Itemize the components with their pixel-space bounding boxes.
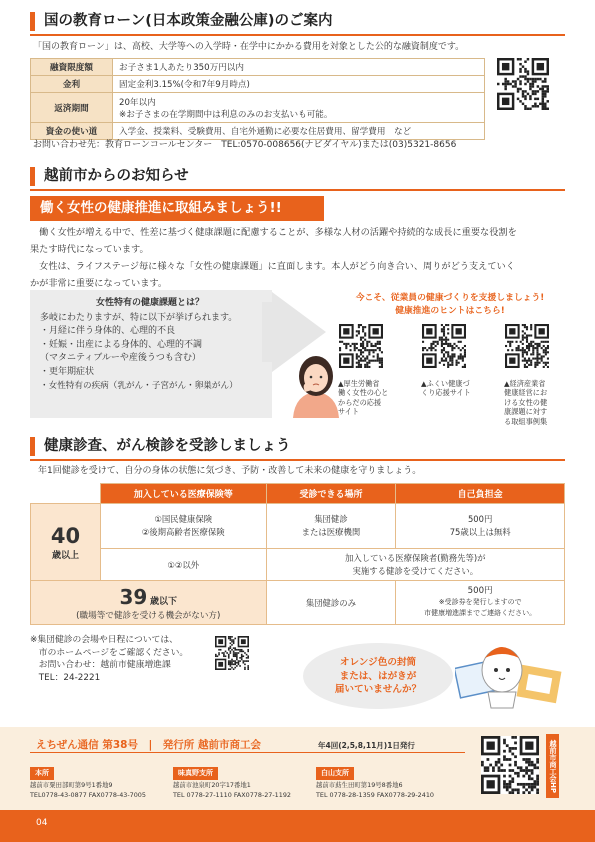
table-row xyxy=(31,59,485,76)
insurance-other-cell: ①②以外 xyxy=(100,549,266,581)
meti-qr-code[interactable] xyxy=(505,324,549,368)
loan-header-cell: 資金の使い道 xyxy=(31,123,113,140)
place-39-cell: 集団健診のみ xyxy=(266,581,396,625)
office-address: 越前市莇生田町第19号8番地6 xyxy=(316,780,403,789)
table-row xyxy=(31,504,565,549)
women-health-banner: 働く女性の健康推進に取組みましょう!! xyxy=(30,196,324,221)
mascot-illustration xyxy=(455,630,565,710)
office-tel: TEL 0778-27-1110 FAX0778-27-1192 xyxy=(173,791,291,799)
other-note-cell xyxy=(266,549,564,581)
list-item: （マタニティブルーや産後うつも含む） xyxy=(40,353,201,364)
list-item: ・更年期症状 xyxy=(40,366,95,377)
qr-caption-meti: ▲経済産業省 健康経営にお ける女性の健 康課題に対す る取組事例集 xyxy=(504,379,548,426)
loan-intro: 「国の教育ローン」は、高校、大学等への入学時・在学中にかかる費用を対象とした公的な融資制度です。 xyxy=(33,42,465,52)
note-line: 市のホームページをご確認ください。 xyxy=(30,647,189,658)
loan-value-cell: お子さま1人あたり350万円以内 xyxy=(113,59,485,76)
qr-caption-mhlw: ▲厚生労働省 働く女性の心と からだの応援 サイト xyxy=(338,379,389,417)
checkup-title-underline xyxy=(30,459,565,461)
loan-term-note: ※お子さまの在学期間中は利息のみのお支払いも可能。 xyxy=(119,109,333,120)
loan-value-cell: 固定金利3.15%(令和7年9月時点) xyxy=(113,76,485,93)
page-number: 04 xyxy=(36,818,48,828)
table-header-row xyxy=(31,484,565,504)
place-line-1: 集団健診 xyxy=(314,514,348,524)
office-tel: TEL0778-43-0877 FAX0778-43-7005 xyxy=(30,791,146,799)
mhlw-qr-code[interactable] xyxy=(339,324,383,368)
cost-39-note-2: 市健康増進課までご連絡ください。 xyxy=(424,609,537,617)
qr-caption-fukui: ▲ふくい健康づ くり応援サイト xyxy=(421,379,471,398)
loan-value-cell: 入学金、授業料、受験費用、自宅外通勤に必要な住居費用、留学費用 など xyxy=(113,123,485,140)
cost-39-note-1: ※受診券を発行しますので xyxy=(438,598,522,606)
issues-heading: 女性特有の健康課題とは？ xyxy=(95,298,204,308)
speech-line: 届いていませんか？ xyxy=(334,684,422,695)
issue-frequency: 年4回(2,5,8,11月)1日発行 xyxy=(318,741,415,750)
support-callout xyxy=(330,292,570,318)
age-39-number: 39 xyxy=(119,584,148,609)
cost-39-value: 500円 xyxy=(467,586,493,596)
place-line-2: または医療機関 xyxy=(301,527,361,537)
office-tel: TEL 0778-28-1359 FAX0778-29-2410 xyxy=(316,791,434,799)
checkup-intro: 年1回健診を受けて、自分の身体の状態に気づき、予防・改善して未来の健康を守りましょう。 xyxy=(38,466,422,476)
other-note-line-1: 加入している医療保険者(勤務先等)が xyxy=(345,552,486,563)
note-line: ※集団健診の会場や日程については、 xyxy=(30,635,178,645)
office-shirayama xyxy=(316,767,466,801)
table-row xyxy=(31,123,485,140)
column-header: 自己負担金 xyxy=(396,484,565,504)
table-row xyxy=(31,93,485,123)
age-39-cell xyxy=(31,581,267,625)
support-line-2: 健康推進のヒントはこちら! xyxy=(395,306,505,316)
office-tag: 本所 xyxy=(30,767,54,780)
paragraph-1-line-1: 働く女性が増える中で、性差に基づく健康課題に配慮することが、多様な人材の活躍や持続的な成長に重要な役割を xyxy=(30,227,517,238)
list-item: ・妊娠・出産による身体的、心理的不調 xyxy=(40,339,203,350)
paragraph-2 xyxy=(30,258,565,292)
loan-table xyxy=(30,58,485,140)
loan-header-cell: 金利 xyxy=(31,76,113,93)
speech-line: オレンジ色の封筒 xyxy=(339,657,417,668)
paragraph-2-line-1: 女性は、ライフステージ毎に様々な「女性の健康課題」に直面します。本人がどう向き合い、周りがどう支えていく xyxy=(30,261,515,272)
age-39-line xyxy=(31,585,266,609)
office-address: 越前市池泉町20字17番地1 xyxy=(173,780,251,789)
speech-text xyxy=(311,656,445,697)
chamber-hp-label: 越前市商工会HP xyxy=(546,734,559,798)
city-hp-qr-code[interactable] xyxy=(215,636,249,670)
loan-section-title: 国の教育ローン(日本政策金融公庫)のご案内 xyxy=(30,12,332,31)
city-title-underline xyxy=(30,189,565,191)
age-40-number: 40 xyxy=(50,523,81,548)
cost-39-cell xyxy=(396,581,565,625)
other-note-line-2: 実施する健診を受けてください。 xyxy=(352,565,479,576)
cost-cell xyxy=(396,504,565,549)
paragraph-1-line-2: 果たす時代になっています。 xyxy=(30,244,149,255)
paragraph-2-line-2: かが非常に重要になっています。 xyxy=(30,278,168,289)
checkup-notes xyxy=(30,634,220,684)
cost-line-2: 75歳以上は無料 xyxy=(449,527,511,537)
loan-contact: お問い合わせ先：教育ローンコールセンター TEL:0570-008656(ナビダイヤル)または(03)5321-8656 xyxy=(33,140,457,150)
age-40-cell xyxy=(31,504,101,581)
city-section-title: 越前市からのお知らせ xyxy=(30,167,189,186)
checkup-section-title: 健康診査、がん検診を受診しましょう xyxy=(30,437,291,456)
place-cell xyxy=(266,504,396,549)
loan-header-cell: 融資限度額 xyxy=(31,59,113,76)
masthead: えちぜん通信 第38号 | 発行所 越前市商工会 xyxy=(36,739,261,751)
list-item: ・月経に伴う身体的、心理的不良 xyxy=(40,326,176,337)
age-39-note: (職場等で健診を受ける機会がない方) xyxy=(76,610,221,621)
insurance-1: ①国民健康保険 xyxy=(154,514,213,524)
note-line: TEL：24-2221 xyxy=(30,672,101,683)
chamber-hp-qr-code[interactable] xyxy=(481,736,539,794)
loan-title-underline xyxy=(30,34,565,36)
note-line: お問い合わせ：越前市健康増進課 xyxy=(30,660,171,671)
checkup-table xyxy=(30,483,565,625)
loan-term: 20年以内 xyxy=(119,97,156,108)
table-row xyxy=(31,581,565,625)
footer-rule xyxy=(30,752,465,753)
office-address: 越前市粟田部町第9号1番地9 xyxy=(30,780,113,789)
support-line-1: 今こそ、従業員の健康づくりを支援しましょう! xyxy=(355,293,545,303)
loan-header-cell: 返済期間 xyxy=(31,93,113,123)
insurance-2: ②後期高齢者医療保険 xyxy=(141,527,225,537)
office-main xyxy=(30,767,180,801)
age-39-unit: 歳以下 xyxy=(150,596,178,607)
speech-line: または、はがきが xyxy=(339,670,417,682)
issues-list xyxy=(40,297,260,393)
list-item: ・女性特有の疾病（乳がん・子宮がん・卵巣がん） xyxy=(40,380,238,391)
insurance-cell xyxy=(100,504,266,549)
fukui-qr-code[interactable] xyxy=(422,324,466,368)
office-tag: 白山支所 xyxy=(316,767,354,780)
paragraph-1 xyxy=(30,224,565,258)
table-row xyxy=(31,549,565,581)
loan-qr-code[interactable] xyxy=(497,58,549,110)
column-header: 受診できる場所 xyxy=(266,484,396,504)
cost-line-1: 500円 xyxy=(467,514,493,524)
issues-intro: 多岐にわたりますが、特に以下が挙げられます。 xyxy=(40,312,238,323)
office-tag: 味真野支所 xyxy=(173,767,218,780)
header-blank xyxy=(31,484,101,504)
page-bottom-bar xyxy=(0,810,595,842)
column-header: 加入している医療保険等 xyxy=(100,484,266,504)
table-row xyxy=(31,76,485,93)
office-ajimano xyxy=(173,767,323,801)
age-40-unit: 歳以上 xyxy=(51,550,79,561)
loan-value-cell xyxy=(113,93,485,123)
